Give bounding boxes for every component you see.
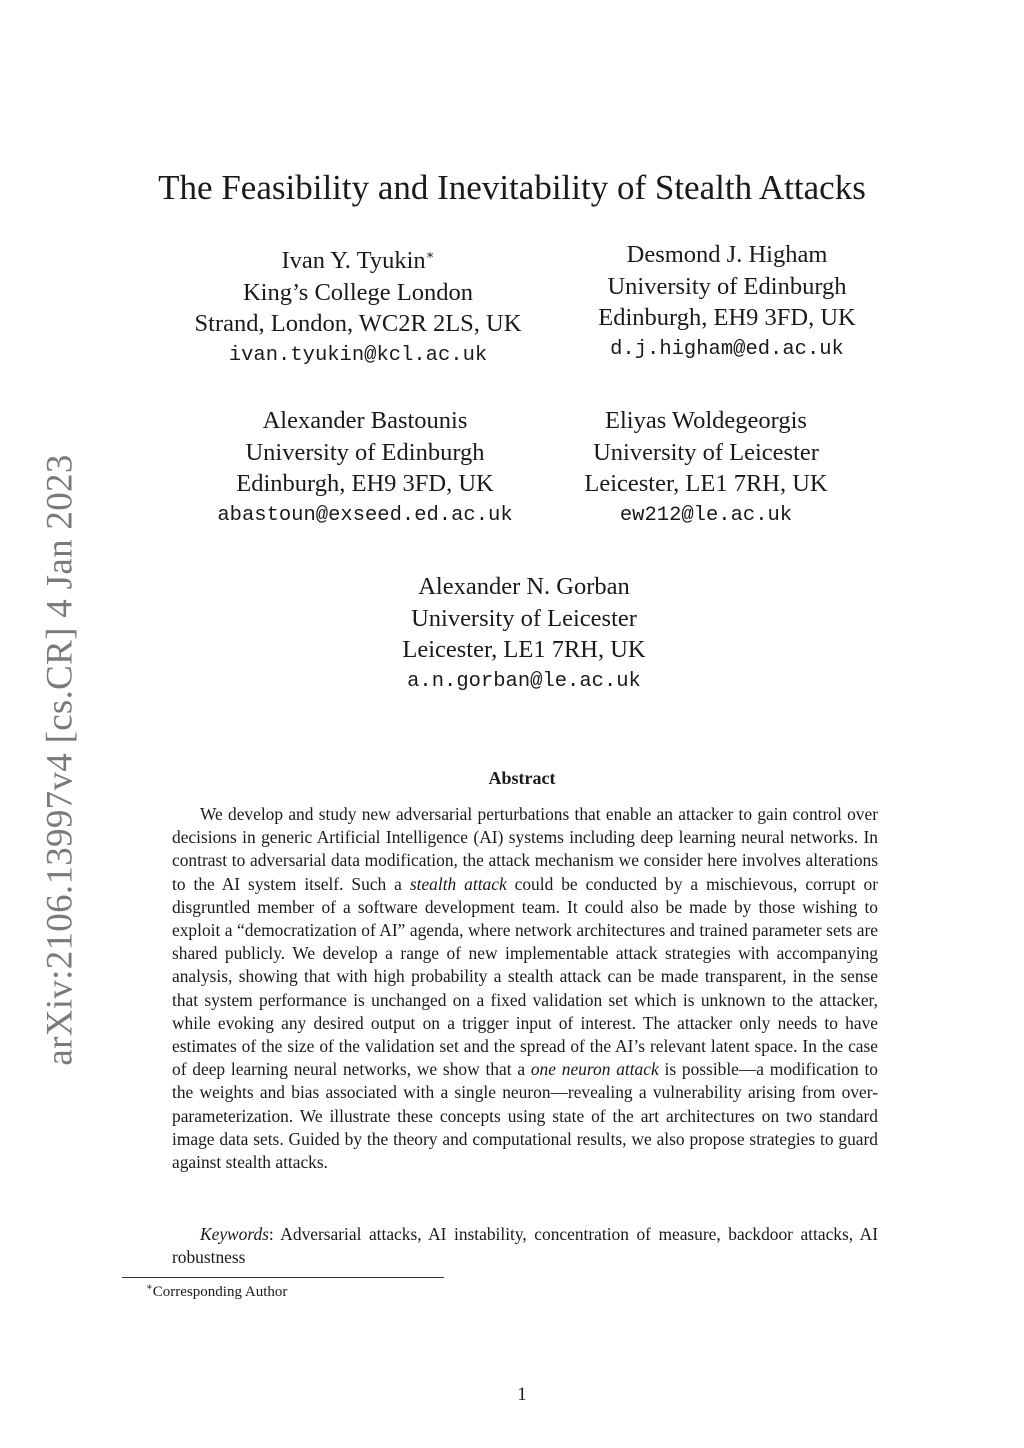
- abstract-text-1: We develop and study new adversarial perturbations that enable an attacker to gain control over decisions in generic Artificial Intelligence (AI) systems including deep learning neural networks. In contrast to adversarial data modification, the attack mechanism we consider here involves alterations to the AI system itself. Such a: [172, 804, 878, 894]
- author-address: Strand, London, WC2R 2LS, UK: [194, 310, 522, 338]
- abstract-body: [172, 803, 878, 1174]
- author-address: Leicester, LE1 7RH, UK: [402, 636, 646, 663]
- author-affiliation: University of Edinburgh: [245, 438, 485, 466]
- author-name: Eliyas Woldegeorgis: [605, 407, 807, 434]
- footnote: [146, 1282, 287, 1301]
- author-email[interactable]: ew212@le.ac.uk: [619, 503, 793, 527]
- author-affiliation: University of Leicester: [593, 438, 819, 466]
- author-address: Leicester, LE1 7RH, UK: [584, 470, 828, 497]
- one-neuron-attack-term: one neuron attack: [530, 1059, 659, 1080]
- author-block-woldegeorgis: [496, 405, 916, 531]
- author-block-tyukin: [148, 239, 568, 371]
- footnote-marker: ∗: [146, 1282, 153, 1293]
- abstract-text-3: is possible—a modification to the weights and bias associated with a single neuron—revealing a vulnerability arising from over-parameterization. We illustrate these concepts using state of the art architectures on two standard image data sets. Guided by the theory and computational results, we also propose strategies to guard against stealth attacks.: [172, 1059, 878, 1173]
- page-number: 1: [517, 1384, 527, 1405]
- keywords-list: : Adversarial attacks, AI instability, concentration of measure, backdoor attacks, AI robustness: [172, 1224, 878, 1268]
- stealth-attack-term: stealth attack: [409, 873, 507, 894]
- author-block-higham: [517, 239, 937, 365]
- author-email[interactable]: a.n.gorban@le.ac.uk: [407, 669, 641, 693]
- author-address: Edinburgh, EH9 3FD, UK: [236, 470, 494, 497]
- author-name: Desmond J. Higham: [626, 241, 828, 268]
- abstract-text-2: could be conducted by a mischievous, corrupt or disgruntled member of a software development team. It could also be made by those wishing to exploit a “democratization of AI” agenda, where network architectures and trained parameter sets are shared publicly. We develop a range of new implementable attack strategies with accompanying analysis, showing that with high probability a stealth attack can be made transparent, in the sense that system performance is unchanged on a fixed validation set which is unknown to the attacker, while evoking any desired output on a trigger input of interest. The attacker only needs to have estimates of the size of the validation set and the spread of the AI’s relevant latent space. In the case of deep learning neural networks, we show that a: [172, 873, 878, 1080]
- footnote-divider: [122, 1277, 444, 1278]
- keywords-paragraph: [172, 1223, 878, 1269]
- arxiv-identifier-stamp: arXiv:2106.13997v4 [cs.CR] 4 Jan 2023: [39, 454, 81, 1066]
- author-email[interactable]: abastoun@exseed.ed.ac.uk: [217, 503, 513, 527]
- author-email[interactable]: d.j.higham@ed.ac.uk: [610, 337, 844, 361]
- author-affiliation: King’s College London: [242, 278, 473, 306]
- author-affiliation: University of Edinburgh: [607, 272, 847, 300]
- abstract-heading: Abstract: [488, 768, 556, 788]
- footnote-text: Corresponding Author: [152, 1284, 288, 1300]
- keywords-label: Keywords: [200, 1224, 269, 1244]
- author-affiliation: University of Leicester: [411, 604, 637, 632]
- paper-title: The Feasibility and Inevitability of Stealth Attacks: [158, 168, 866, 207]
- author-name: Ivan Y. Tyukin∗: [281, 247, 435, 275]
- author-email[interactable]: ivan.tyukin@kcl.ac.uk: [228, 343, 488, 367]
- author-name: Alexander Bastounis: [262, 407, 468, 434]
- corresponding-author-marker: ∗: [425, 247, 435, 262]
- author-block-gorban: [314, 571, 734, 697]
- author-address: Edinburgh, EH9 3FD, UK: [598, 304, 856, 331]
- author-name: Alexander N. Gorban: [418, 573, 630, 600]
